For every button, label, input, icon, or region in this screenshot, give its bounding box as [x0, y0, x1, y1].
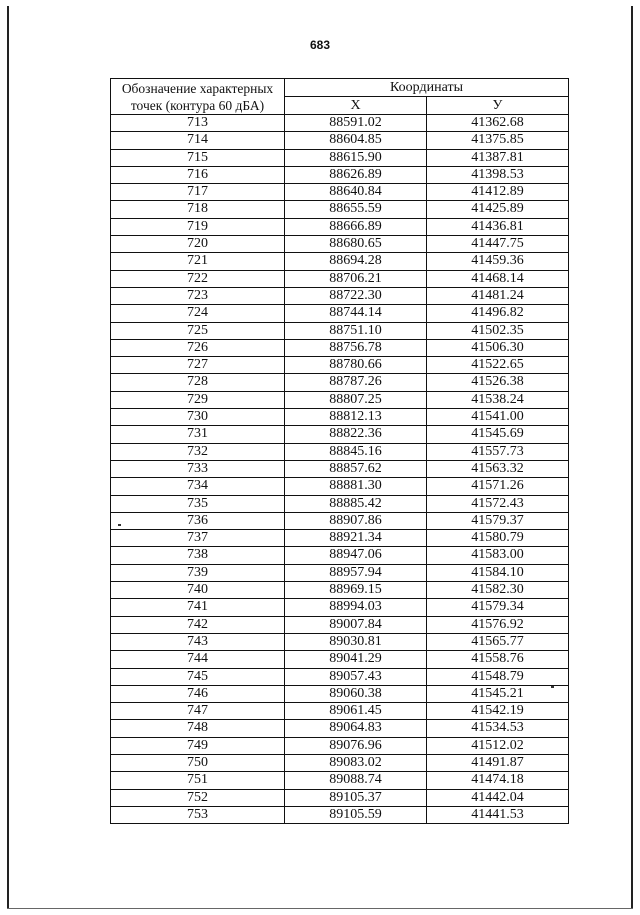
point-id-cell: 750 [111, 754, 285, 771]
y-coordinate-cell: 41459.36 [427, 253, 569, 270]
point-id-cell: 733 [111, 460, 285, 477]
table-row [111, 616, 569, 633]
y-coordinate-cell: 41481.24 [427, 287, 569, 304]
y-coordinate-cell: 41545.69 [427, 426, 569, 443]
x-header: X [285, 97, 427, 115]
table-row [111, 530, 569, 547]
y-coordinate-cell: 41436.81 [427, 218, 569, 235]
y-coordinate-cell: 41563.32 [427, 460, 569, 477]
scan-speck [118, 524, 121, 526]
point-id-cell: 744 [111, 651, 285, 668]
x-coordinate-cell: 89064.83 [285, 720, 427, 737]
table-body [111, 115, 569, 824]
table-row [111, 668, 569, 685]
table-row [111, 374, 569, 391]
table-row [111, 547, 569, 564]
y-coordinate-cell: 41447.75 [427, 236, 569, 253]
x-coordinate-cell: 89083.02 [285, 754, 427, 771]
table-row [111, 685, 569, 702]
y-coordinate-cell: 41542.19 [427, 703, 569, 720]
x-coordinate-cell: 88807.25 [285, 391, 427, 408]
point-id-cell: 748 [111, 720, 285, 737]
point-id-cell: 734 [111, 478, 285, 495]
point-id-cell: 745 [111, 668, 285, 685]
x-coordinate-cell: 89060.38 [285, 685, 427, 702]
table-row [111, 720, 569, 737]
y-coordinate-cell: 41526.38 [427, 374, 569, 391]
coordinates-table [110, 78, 569, 824]
point-id-cell: 747 [111, 703, 285, 720]
table-row [111, 236, 569, 253]
y-coordinate-cell: 41522.65 [427, 357, 569, 374]
y-coordinate-cell: 41557.73 [427, 443, 569, 460]
point-id-cell: 724 [111, 305, 285, 322]
table-row [111, 270, 569, 287]
point-id-cell: 735 [111, 495, 285, 512]
table-row [111, 806, 569, 823]
point-id-cell: 740 [111, 582, 285, 599]
table-row [111, 409, 569, 426]
table-row [111, 184, 569, 201]
point-id-cell: 722 [111, 270, 285, 287]
table-row [111, 564, 569, 581]
table-row [111, 495, 569, 512]
table-row [111, 478, 569, 495]
x-coordinate-cell: 88640.84 [285, 184, 427, 201]
y-coordinate-cell: 41496.82 [427, 305, 569, 322]
point-id-cell: 714 [111, 132, 285, 149]
table-row [111, 201, 569, 218]
y-coordinate-cell: 41375.85 [427, 132, 569, 149]
point-id-cell: 749 [111, 737, 285, 754]
x-coordinate-cell: 89057.43 [285, 668, 427, 685]
table-row [111, 737, 569, 754]
table-row [111, 218, 569, 235]
point-id-cell: 727 [111, 357, 285, 374]
x-coordinate-cell: 89030.81 [285, 633, 427, 650]
y-coordinate-cell: 41442.04 [427, 789, 569, 806]
x-coordinate-cell: 88626.89 [285, 166, 427, 183]
point-id-cell: 731 [111, 426, 285, 443]
y-coordinate-cell: 41512.02 [427, 737, 569, 754]
table-row [111, 115, 569, 132]
table-row [111, 703, 569, 720]
x-coordinate-cell: 88957.94 [285, 564, 427, 581]
table-row [111, 582, 569, 599]
x-coordinate-cell: 88604.85 [285, 132, 427, 149]
table-row [111, 253, 569, 270]
point-id-cell: 746 [111, 685, 285, 702]
y-coordinate-cell: 41582.30 [427, 582, 569, 599]
x-coordinate-cell: 89105.59 [285, 806, 427, 823]
y-coordinate-cell: 41572.43 [427, 495, 569, 512]
y-coordinate-cell: 41576.92 [427, 616, 569, 633]
x-coordinate-cell: 88722.30 [285, 287, 427, 304]
x-coordinate-cell: 89105.37 [285, 789, 427, 806]
table-row [111, 599, 569, 616]
y-coordinate-cell: 41425.89 [427, 201, 569, 218]
point-id-cell: 728 [111, 374, 285, 391]
table-row [111, 339, 569, 356]
y-coordinate-cell: 41502.35 [427, 322, 569, 339]
y-coordinate-cell: 41491.87 [427, 754, 569, 771]
x-coordinate-cell: 88591.02 [285, 115, 427, 132]
table-row [111, 651, 569, 668]
point-id-cell: 716 [111, 166, 285, 183]
point-id-cell: 753 [111, 806, 285, 823]
y-coordinate-cell: 41412.89 [427, 184, 569, 201]
point-label-header: Обозначение характерных точек (контура 60 дБА) [111, 79, 285, 115]
point-id-cell: 743 [111, 633, 285, 650]
table-row [111, 443, 569, 460]
y-coordinate-cell: 41538.24 [427, 391, 569, 408]
x-coordinate-cell: 88694.28 [285, 253, 427, 270]
y-coordinate-cell: 41584.10 [427, 564, 569, 581]
x-coordinate-cell: 88907.86 [285, 512, 427, 529]
y-coordinate-cell: 41468.14 [427, 270, 569, 287]
x-coordinate-cell: 88780.66 [285, 357, 427, 374]
table-row [111, 512, 569, 529]
x-coordinate-cell: 88615.90 [285, 149, 427, 166]
x-coordinate-cell: 88751.10 [285, 322, 427, 339]
y-coordinate-cell: 41398.53 [427, 166, 569, 183]
x-coordinate-cell: 88680.65 [285, 236, 427, 253]
point-id-cell: 720 [111, 236, 285, 253]
point-id-cell: 730 [111, 409, 285, 426]
x-coordinate-cell: 89076.96 [285, 737, 427, 754]
table-row [111, 754, 569, 771]
table-header-row [111, 79, 569, 97]
y-coordinate-cell: 41558.76 [427, 651, 569, 668]
table-row [111, 287, 569, 304]
y-coordinate-cell: 41387.81 [427, 149, 569, 166]
x-coordinate-cell: 88756.78 [285, 339, 427, 356]
y-coordinate-cell: 41565.77 [427, 633, 569, 650]
x-coordinate-cell: 88857.62 [285, 460, 427, 477]
table-row [111, 460, 569, 477]
x-coordinate-cell: 88947.06 [285, 547, 427, 564]
table-row [111, 166, 569, 183]
x-coordinate-cell: 89061.45 [285, 703, 427, 720]
point-id-cell: 751 [111, 772, 285, 789]
point-id-cell: 738 [111, 547, 285, 564]
table-row [111, 322, 569, 339]
y-coordinate-cell: 41541.00 [427, 409, 569, 426]
x-coordinate-cell: 89007.84 [285, 616, 427, 633]
table-row [111, 789, 569, 806]
x-coordinate-cell: 88881.30 [285, 478, 427, 495]
point-id-cell: 741 [111, 599, 285, 616]
y-coordinate-cell: 41534.53 [427, 720, 569, 737]
y-coordinate-cell: 41580.79 [427, 530, 569, 547]
x-coordinate-cell: 88812.13 [285, 409, 427, 426]
point-id-cell: 737 [111, 530, 285, 547]
table-row [111, 149, 569, 166]
y-coordinate-cell: 41571.26 [427, 478, 569, 495]
x-coordinate-cell: 88787.26 [285, 374, 427, 391]
point-id-cell: 715 [111, 149, 285, 166]
table-row [111, 426, 569, 443]
table-row [111, 391, 569, 408]
point-id-cell: 739 [111, 564, 285, 581]
point-id-cell: 736 [111, 512, 285, 529]
page-bottom-edge [7, 908, 633, 909]
point-id-cell: 729 [111, 391, 285, 408]
point-id-cell: 718 [111, 201, 285, 218]
y-coordinate-cell: 41441.53 [427, 806, 569, 823]
table-row [111, 357, 569, 374]
point-id-cell: 726 [111, 339, 285, 356]
y-coordinate-cell: 41583.00 [427, 547, 569, 564]
table-row [111, 633, 569, 650]
x-coordinate-cell: 88744.14 [285, 305, 427, 322]
coordinates-header: Координаты [285, 79, 569, 97]
point-id-cell: 723 [111, 287, 285, 304]
x-coordinate-cell: 88921.34 [285, 530, 427, 547]
point-id-cell: 719 [111, 218, 285, 235]
point-id-cell: 721 [111, 253, 285, 270]
point-id-cell: 713 [111, 115, 285, 132]
scan-speck [551, 686, 554, 688]
point-id-cell: 717 [111, 184, 285, 201]
y-coordinate-cell: 41548.79 [427, 668, 569, 685]
y-coordinate-cell: 41545.21 [427, 685, 569, 702]
x-coordinate-cell: 88969.15 [285, 582, 427, 599]
x-coordinate-cell: 89088.74 [285, 772, 427, 789]
point-id-cell: 732 [111, 443, 285, 460]
table-row [111, 772, 569, 789]
y-coordinate-cell: 41474.18 [427, 772, 569, 789]
y-coordinate-cell: 41579.37 [427, 512, 569, 529]
x-coordinate-cell: 89041.29 [285, 651, 427, 668]
x-coordinate-cell: 88706.21 [285, 270, 427, 287]
table-row [111, 305, 569, 322]
x-coordinate-cell: 88994.03 [285, 599, 427, 616]
point-id-cell: 725 [111, 322, 285, 339]
y-coordinate-cell: 41506.30 [427, 339, 569, 356]
x-coordinate-cell: 88822.36 [285, 426, 427, 443]
x-coordinate-cell: 88885.42 [285, 495, 427, 512]
x-coordinate-cell: 88845.16 [285, 443, 427, 460]
x-coordinate-cell: 88655.59 [285, 201, 427, 218]
y-coordinate-cell: 41362.68 [427, 115, 569, 132]
point-id-cell: 752 [111, 789, 285, 806]
point-id-cell: 742 [111, 616, 285, 633]
table-row [111, 132, 569, 149]
x-coordinate-cell: 88666.89 [285, 218, 427, 235]
page-number: 683 [309, 38, 331, 52]
y-header: У [427, 97, 569, 115]
y-coordinate-cell: 41579.34 [427, 599, 569, 616]
